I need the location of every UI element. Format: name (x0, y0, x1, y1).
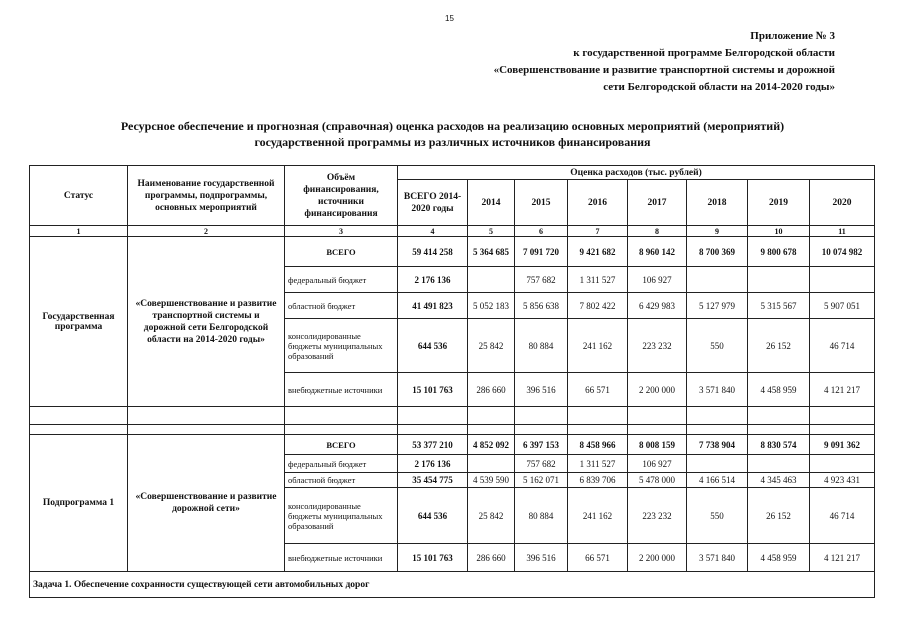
column-number: 6 (515, 226, 568, 237)
value-cell (468, 267, 515, 293)
value-cell (687, 267, 748, 293)
value-cell: 8 960 142 (628, 237, 687, 267)
value-cell (810, 267, 875, 293)
source-cell: консолидированные бюджеты муниципальных образований (285, 488, 398, 544)
value-cell: 6 839 706 (568, 473, 628, 488)
value-cell: 7 091 720 (515, 237, 568, 267)
source-cell: федеральный бюджет (285, 455, 398, 473)
empty-row (30, 407, 875, 425)
value-cell: 2 200 000 (628, 373, 687, 407)
source-cell: ВСЕГО (285, 435, 398, 455)
column-number: 4 (398, 226, 468, 237)
value-cell: 4 923 431 (810, 473, 875, 488)
header-name: Наименование государственной программы, подпрограммы, основных мероприятий (128, 166, 285, 226)
empty-row (30, 425, 875, 435)
value-cell: 9 091 362 (810, 435, 875, 455)
value-cell: 4 458 959 (748, 544, 810, 572)
value-cell: 2 200 000 (628, 544, 687, 572)
value-cell: 286 660 (468, 373, 515, 407)
value-cell: 5 315 567 (748, 293, 810, 319)
value-cell: 5 364 685 (468, 237, 515, 267)
value-cell: 106 927 (628, 455, 687, 473)
value-cell: 8 700 369 (687, 237, 748, 267)
value-cell: 4 166 514 (687, 473, 748, 488)
source-cell: ВСЕГО (285, 237, 398, 267)
value-cell: 396 516 (515, 544, 568, 572)
appendix-line: сети Белгородской области на 2014-2020 годы» (603, 81, 835, 93)
program-name-cell: «Совершенствование и развитие транспортной системы и дорожной сети Белгородской области на 2014-2020 годы» (128, 237, 285, 407)
value-cell: 3 571 840 (687, 544, 748, 572)
value-cell: 53 377 210 (398, 435, 468, 455)
value-cell (687, 455, 748, 473)
value-cell (468, 455, 515, 473)
value-cell: 3 571 840 (687, 373, 748, 407)
value-cell: 10 074 982 (810, 237, 875, 267)
value-cell: 41 491 823 (398, 293, 468, 319)
value-cell: 5 856 638 (515, 293, 568, 319)
source-cell: областной бюджет (285, 473, 398, 488)
header-year: 2018 (687, 180, 748, 226)
value-cell: 8 458 966 (568, 435, 628, 455)
value-cell: 550 (687, 319, 748, 373)
appendix-line: Приложение № 3 (750, 30, 835, 42)
value-cell (748, 267, 810, 293)
title-line: государственной программы из различных источников финансирования (254, 135, 651, 149)
value-cell: 644 536 (398, 319, 468, 373)
value-cell: 223 232 (628, 319, 687, 373)
value-cell: 80 884 (515, 488, 568, 544)
value-cell: 26 152 (748, 488, 810, 544)
status-cell: Государственная программа (30, 237, 128, 407)
column-number: 3 (285, 226, 398, 237)
column-number: 5 (468, 226, 515, 237)
source-cell: федеральный бюджет (285, 267, 398, 293)
value-cell: 66 571 (568, 544, 628, 572)
value-cell: 4 539 590 (468, 473, 515, 488)
header-year: 2015 (515, 180, 568, 226)
value-cell: 6 397 153 (515, 435, 568, 455)
value-cell: 25 842 (468, 488, 515, 544)
value-cell: 46 714 (810, 488, 875, 544)
title-line: Ресурсное обеспечение и прогнозная (справочная) оценка расходов на реализацию основных мероприятий (мероприятий) (120, 119, 785, 133)
program-name-cell: «Совершенствование и развитие дорожной сети» (128, 435, 285, 572)
value-cell: 9 421 682 (568, 237, 628, 267)
value-cell: 550 (687, 488, 748, 544)
value-cell: 5 478 000 (628, 473, 687, 488)
value-cell: 4 121 217 (810, 373, 875, 407)
appendix-line: к государственной программе Белгородской области (573, 47, 835, 59)
value-cell: 59 414 258 (398, 237, 468, 267)
value-cell: 66 571 (568, 373, 628, 407)
value-cell: 25 842 (468, 319, 515, 373)
page-number: 15 (445, 14, 454, 23)
value-cell: 241 162 (568, 488, 628, 544)
task-row (30, 572, 875, 598)
value-cell: 7 802 422 (568, 293, 628, 319)
value-cell: 1 311 527 (568, 455, 628, 473)
appendix-line: «Совершенствование и развитие транспортной системы и дорожной (493, 64, 835, 76)
column-number: 1 (30, 226, 128, 237)
column-number: 9 (687, 226, 748, 237)
header-year: 2014 (468, 180, 515, 226)
value-cell (810, 455, 875, 473)
value-cell: 2 176 136 (398, 267, 468, 293)
header-year: 2016 (568, 180, 628, 226)
value-cell: 4 345 463 (748, 473, 810, 488)
header-source: Объём финансирования, источники финансирования (285, 166, 398, 226)
value-cell: 396 516 (515, 373, 568, 407)
value-cell: 35 454 775 (398, 473, 468, 488)
value-cell: 8 008 159 (628, 435, 687, 455)
source-cell: областной бюджет (285, 293, 398, 319)
value-cell: 286 660 (468, 544, 515, 572)
value-cell: 15 101 763 (398, 373, 468, 407)
header-status: Статус (30, 166, 128, 226)
value-cell: 241 162 (568, 319, 628, 373)
value-cell: 8 830 574 (748, 435, 810, 455)
source-cell: внебюджетные источники (285, 373, 398, 407)
column-number: 8 (628, 226, 687, 237)
appendix-heading (415, 28, 835, 96)
value-cell: 4 458 959 (748, 373, 810, 407)
value-cell: 5 052 183 (468, 293, 515, 319)
value-cell: 7 738 904 (687, 435, 748, 455)
value-cell: 2 176 136 (398, 455, 468, 473)
resources-table (29, 165, 875, 598)
document-title (30, 118, 875, 150)
value-cell: 15 101 763 (398, 544, 468, 572)
table-row (30, 237, 875, 267)
value-cell: 223 232 (628, 488, 687, 544)
value-cell: 757 682 (515, 455, 568, 473)
value-cell: 80 884 (515, 319, 568, 373)
value-cell: 4 852 092 (468, 435, 515, 455)
task-label: Задача 1. Обеспечение сохранности существующей сети автомобильных дорог (30, 572, 875, 598)
value-cell: 757 682 (515, 267, 568, 293)
value-cell: 4 121 217 (810, 544, 875, 572)
column-number: 10 (748, 226, 810, 237)
column-number: 11 (810, 226, 875, 237)
value-cell: 1 311 527 (568, 267, 628, 293)
status-cell: Подпрограмма 1 (30, 435, 128, 572)
value-cell: 5 127 979 (687, 293, 748, 319)
table-row (30, 435, 875, 455)
value-cell: 6 429 983 (628, 293, 687, 319)
value-cell: 644 536 (398, 488, 468, 544)
header-year: 2020 (810, 180, 875, 226)
value-cell: 26 152 (748, 319, 810, 373)
header-year: 2019 (748, 180, 810, 226)
header-estimate: Оценка расходов (тыс. рублей) (398, 166, 875, 180)
value-cell: 9 800 678 (748, 237, 810, 267)
value-cell: 5 162 071 (515, 473, 568, 488)
header-total: ВСЕГО 2014-2020 годы (398, 180, 468, 226)
column-number: 7 (568, 226, 628, 237)
column-number: 2 (128, 226, 285, 237)
value-cell: 5 907 051 (810, 293, 875, 319)
header-year: 2017 (628, 180, 687, 226)
value-cell (748, 455, 810, 473)
source-cell: внебюджетные источники (285, 544, 398, 572)
value-cell: 106 927 (628, 267, 687, 293)
value-cell: 46 714 (810, 319, 875, 373)
source-cell: консолидированные бюджеты муниципальных образований (285, 319, 398, 373)
